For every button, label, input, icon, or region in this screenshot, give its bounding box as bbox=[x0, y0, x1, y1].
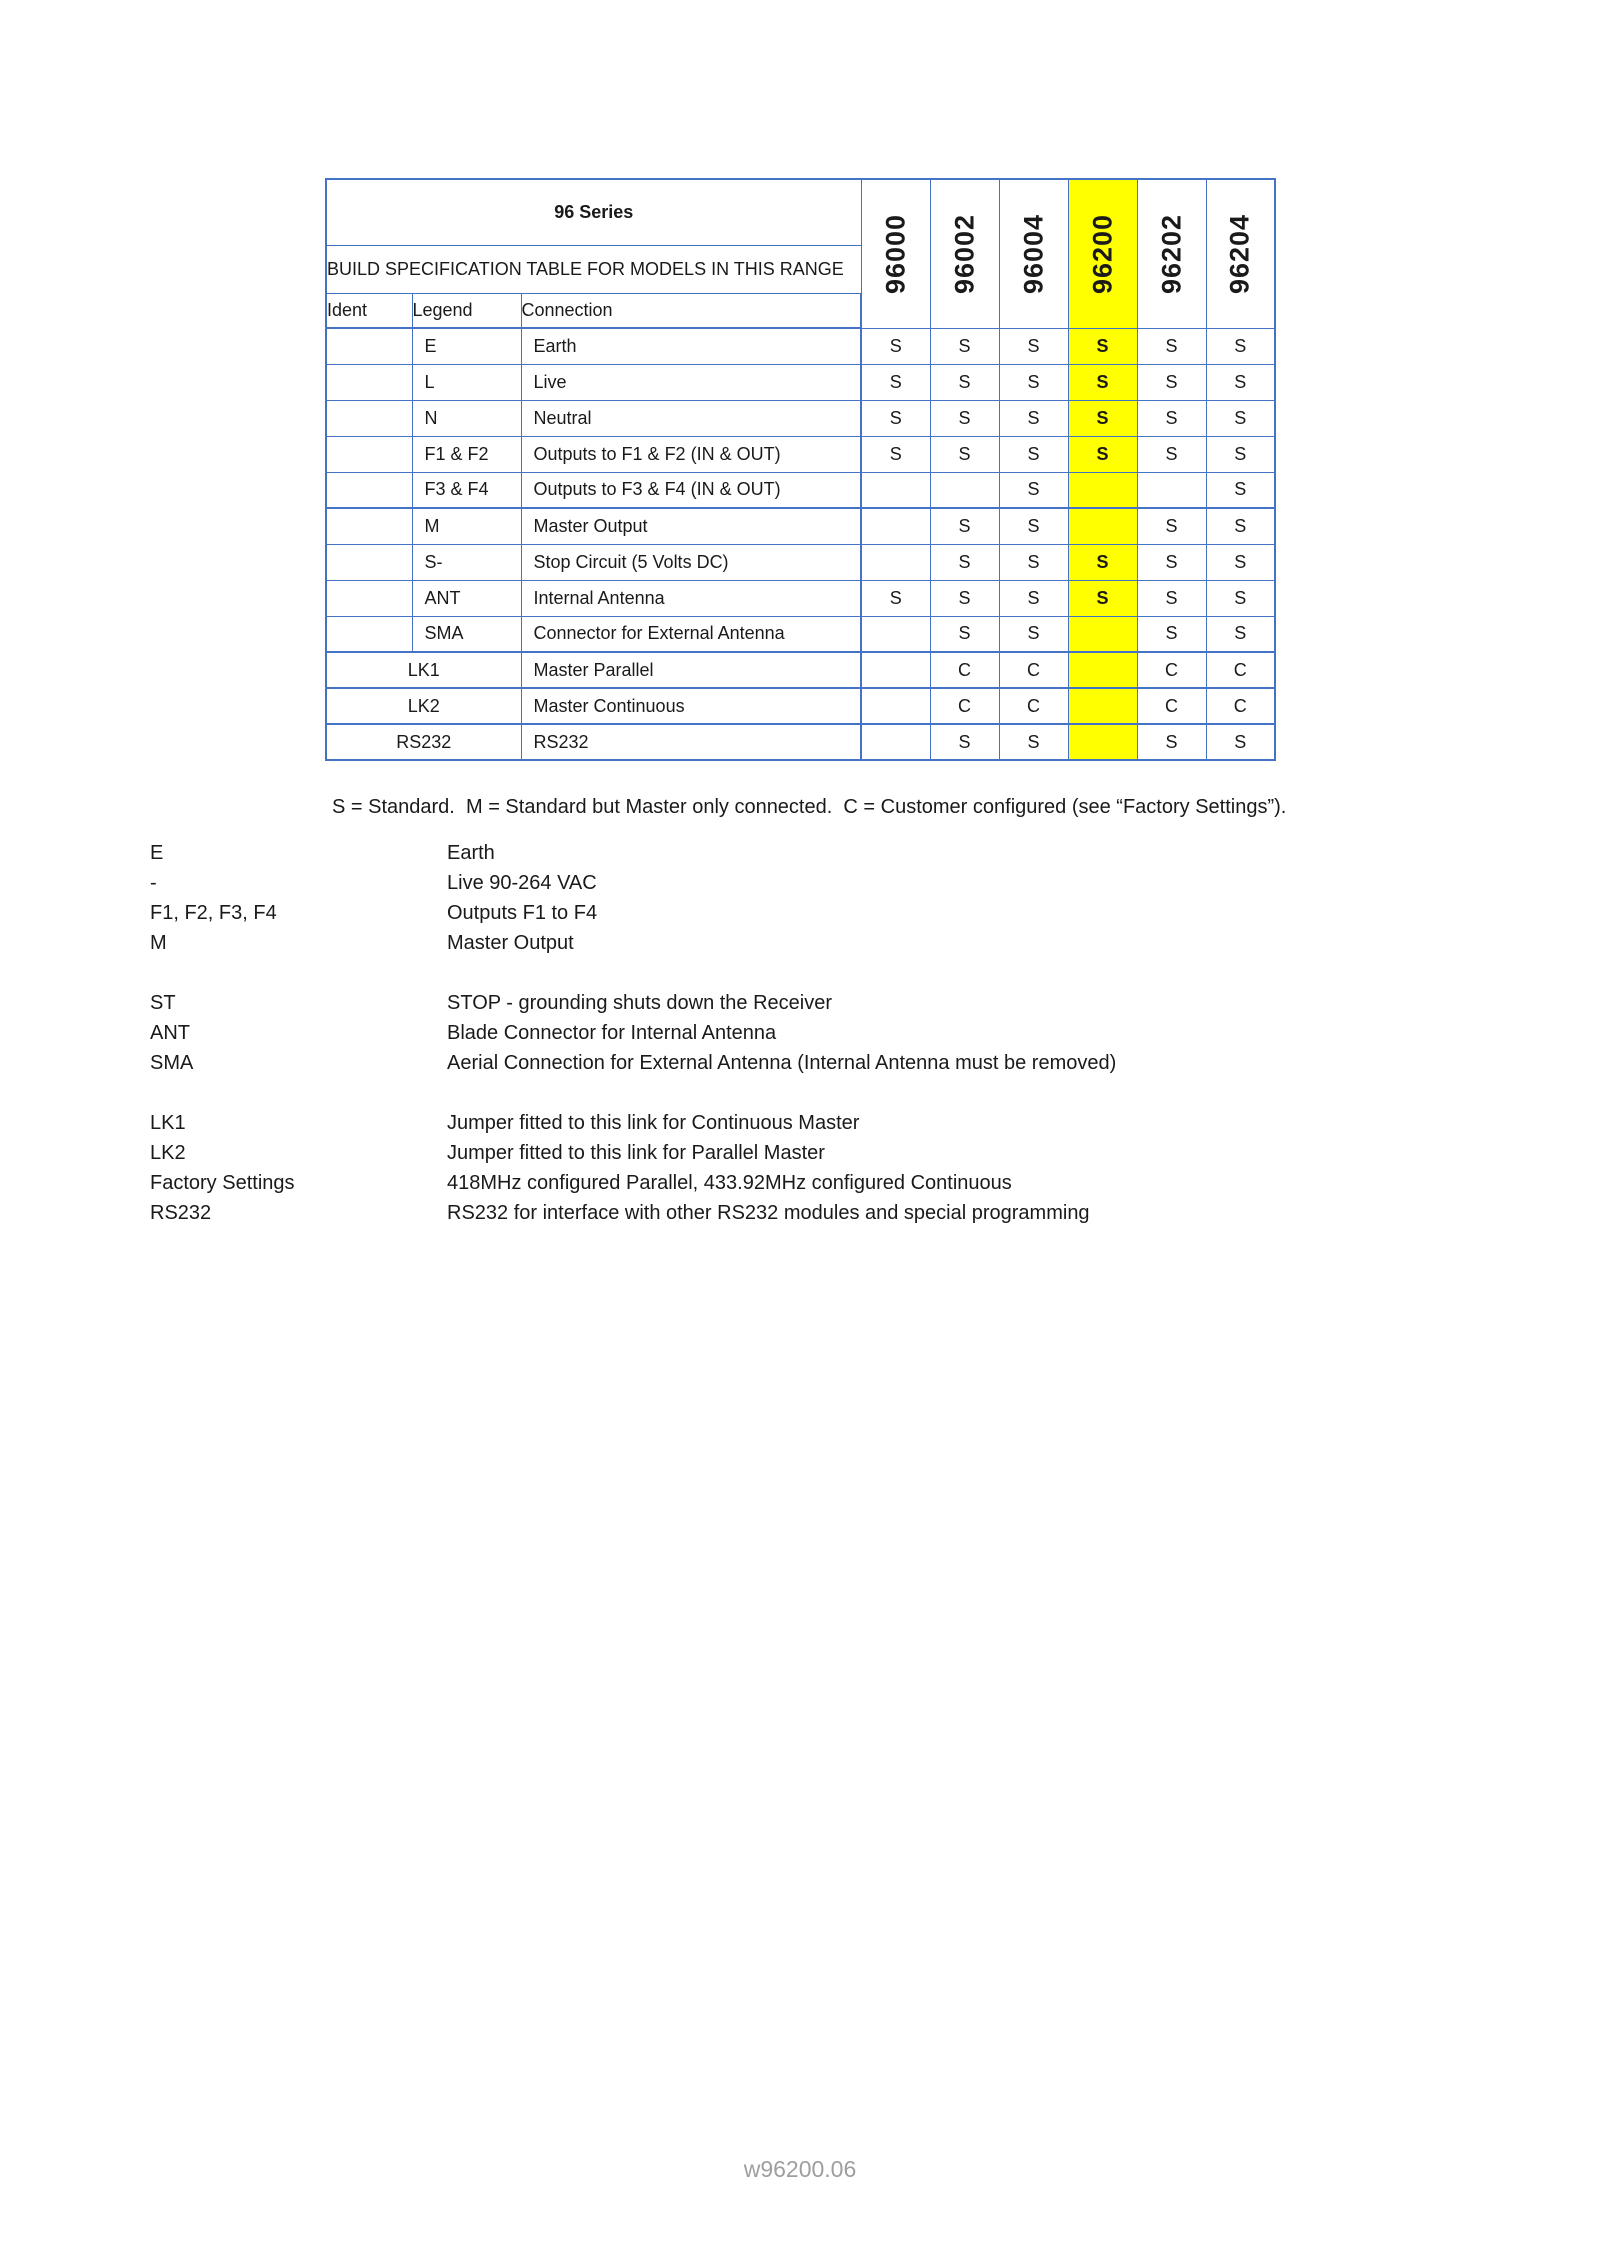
ident-legend-cell: LK1 bbox=[326, 652, 521, 688]
model-value-cell bbox=[930, 472, 999, 508]
definitions-list bbox=[150, 838, 1450, 1258]
definition-term: SMA bbox=[150, 1052, 194, 1074]
definition-description: Outputs F1 to F4 bbox=[447, 902, 598, 924]
legend-cell: F3 & F4 bbox=[412, 472, 521, 508]
definition-description: Jumper fitted to this link for Continuous Master bbox=[447, 1112, 860, 1134]
definition-row bbox=[150, 868, 1450, 898]
model-value-cell: S bbox=[930, 328, 999, 364]
model-value-cell: S bbox=[1206, 544, 1275, 580]
model-value-cell bbox=[861, 544, 930, 580]
model-value-cell: S bbox=[930, 364, 999, 400]
model-value-cell: C bbox=[1137, 652, 1206, 688]
model-value-cell: S bbox=[1137, 508, 1206, 544]
model-value-cell bbox=[1068, 508, 1137, 544]
definition-term: F1, F2, F3, F4 bbox=[150, 902, 277, 924]
model-header-96200 bbox=[1068, 179, 1137, 328]
legend-cell: F1 & F2 bbox=[412, 436, 521, 472]
model-number-label: 96000 bbox=[880, 213, 911, 294]
model-value-cell: S bbox=[1068, 328, 1137, 364]
definition-row bbox=[150, 1108, 1450, 1138]
legend-cell: ANT bbox=[412, 580, 521, 616]
model-value-cell: S bbox=[930, 616, 999, 652]
connection-cell: Stop Circuit (5 Volts DC) bbox=[521, 544, 861, 580]
model-value-cell bbox=[1137, 472, 1206, 508]
table-row bbox=[326, 580, 1275, 616]
model-number-label: 96004 bbox=[1018, 213, 1048, 294]
ident-cell bbox=[326, 616, 412, 652]
ident-cell bbox=[326, 364, 412, 400]
definition-description: Jumper fitted to this link for Parallel Master bbox=[447, 1142, 825, 1164]
ident-cell bbox=[326, 472, 412, 508]
model-value-cell: S bbox=[861, 400, 930, 436]
build-spec-table bbox=[325, 178, 1276, 761]
definition-row bbox=[150, 1168, 1450, 1198]
table-row bbox=[326, 436, 1275, 472]
table-row bbox=[326, 364, 1275, 400]
ident-cell bbox=[326, 436, 412, 472]
model-value-cell bbox=[1068, 472, 1137, 508]
model-value-cell: S bbox=[999, 544, 1068, 580]
table-row bbox=[326, 544, 1275, 580]
model-value-cell: S bbox=[999, 328, 1068, 364]
model-number-label: 96002 bbox=[949, 213, 979, 294]
connection-cell: Master Parallel bbox=[521, 652, 861, 688]
connection-cell: Internal Antenna bbox=[521, 580, 861, 616]
model-value-cell: S bbox=[930, 436, 999, 472]
model-value-cell bbox=[861, 616, 930, 652]
model-value-cell: S bbox=[861, 364, 930, 400]
model-number-label: 96204 bbox=[1224, 213, 1255, 294]
model-value-cell: S bbox=[1068, 544, 1137, 580]
model-value-cell bbox=[861, 724, 930, 760]
model-value-cell: C bbox=[1206, 652, 1275, 688]
ident-cell bbox=[326, 508, 412, 544]
connection-cell: Outputs to F3 & F4 (IN & OUT) bbox=[521, 472, 861, 508]
model-value-cell: S bbox=[1068, 400, 1137, 436]
model-value-cell: S bbox=[1137, 544, 1206, 580]
spec-table-body bbox=[326, 328, 1275, 760]
ident-cell bbox=[326, 400, 412, 436]
definition-term: - bbox=[150, 872, 157, 894]
definition-description: Master Output bbox=[447, 932, 574, 954]
table-subtitle: BUILD SPECIFICATION TABLE FOR MODELS IN THIS RANGE bbox=[326, 245, 861, 293]
connection-cell: RS232 bbox=[521, 724, 861, 760]
key-note: S = Standard. M = Standard but Master only connected. C = Customer configured (see “Factory Settings”). bbox=[332, 796, 1287, 818]
connection-cell: Connector for External Antenna bbox=[521, 616, 861, 652]
model-value-cell: S bbox=[1137, 616, 1206, 652]
model-value-cell: S bbox=[1068, 436, 1137, 472]
model-value-cell: S bbox=[1206, 400, 1275, 436]
model-value-cell: S bbox=[999, 616, 1068, 652]
table-row bbox=[326, 400, 1275, 436]
ident-legend-cell: RS232 bbox=[326, 724, 521, 760]
column-header-ident: Ident bbox=[326, 293, 412, 328]
definition-term: ANT bbox=[150, 1022, 190, 1044]
definition-description: Aerial Connection for External Antenna (Internal Antenna must be removed) bbox=[447, 1052, 1117, 1074]
table-title-row bbox=[326, 179, 1275, 245]
definition-description: RS232 for interface with other RS232 modules and special programming bbox=[447, 1202, 1090, 1224]
definition-row bbox=[150, 1198, 1450, 1228]
definition-row bbox=[150, 898, 1450, 928]
definition-term: ST bbox=[150, 992, 176, 1014]
definition-term: Factory Settings bbox=[150, 1172, 295, 1194]
ident-cell bbox=[326, 328, 412, 364]
definition-row bbox=[150, 1138, 1450, 1168]
definition-group bbox=[150, 988, 1450, 1078]
model-value-cell: S bbox=[1137, 724, 1206, 760]
model-value-cell: S bbox=[930, 508, 999, 544]
model-value-cell: S bbox=[1068, 364, 1137, 400]
model-header-96004 bbox=[999, 179, 1068, 328]
table-row bbox=[326, 472, 1275, 508]
model-value-cell: S bbox=[999, 436, 1068, 472]
model-value-cell: S bbox=[1137, 400, 1206, 436]
ident-cell bbox=[326, 544, 412, 580]
model-value-cell: S bbox=[999, 364, 1068, 400]
model-value-cell: S bbox=[1206, 472, 1275, 508]
model-value-cell bbox=[861, 688, 930, 724]
model-value-cell: S bbox=[930, 544, 999, 580]
connection-cell: Neutral bbox=[521, 400, 861, 436]
model-value-cell: S bbox=[1206, 328, 1275, 364]
definition-row bbox=[150, 838, 1450, 868]
model-value-cell: S bbox=[861, 580, 930, 616]
table-row bbox=[326, 688, 1275, 724]
model-value-cell: S bbox=[861, 436, 930, 472]
model-value-cell bbox=[1068, 616, 1137, 652]
definition-group bbox=[150, 1108, 1450, 1228]
connection-cell: Live bbox=[521, 364, 861, 400]
model-value-cell: S bbox=[1206, 364, 1275, 400]
definition-row bbox=[150, 1018, 1450, 1048]
connection-cell: Earth bbox=[521, 328, 861, 364]
model-value-cell bbox=[1068, 652, 1137, 688]
model-value-cell bbox=[861, 652, 930, 688]
definition-description: STOP - grounding shuts down the Receiver bbox=[447, 992, 833, 1014]
model-value-cell: C bbox=[999, 652, 1068, 688]
connection-cell: Master Continuous bbox=[521, 688, 861, 724]
definition-term: E bbox=[150, 842, 164, 864]
legend-cell: N bbox=[412, 400, 521, 436]
definition-description: Blade Connector for Internal Antenna bbox=[447, 1022, 777, 1044]
model-value-cell bbox=[1068, 724, 1137, 760]
definition-term: LK1 bbox=[150, 1112, 186, 1134]
table-row bbox=[326, 508, 1275, 544]
model-value-cell: S bbox=[1206, 508, 1275, 544]
model-value-cell: S bbox=[930, 400, 999, 436]
model-value-cell: S bbox=[999, 724, 1068, 760]
model-value-cell: S bbox=[1137, 364, 1206, 400]
model-number-label: 96200 bbox=[1087, 213, 1117, 294]
model-value-cell bbox=[861, 508, 930, 544]
model-number-label: 96202 bbox=[1156, 213, 1186, 294]
model-value-cell bbox=[1068, 688, 1137, 724]
definition-term: M bbox=[150, 932, 167, 954]
ident-legend-cell: LK2 bbox=[326, 688, 521, 724]
model-header-96002 bbox=[930, 179, 999, 328]
legend-cell: M bbox=[412, 508, 521, 544]
model-value-cell: C bbox=[1206, 688, 1275, 724]
definition-row bbox=[150, 1048, 1450, 1078]
connection-cell: Outputs to F1 & F2 (IN & OUT) bbox=[521, 436, 861, 472]
model-header-96202 bbox=[1137, 179, 1206, 328]
table-row bbox=[326, 616, 1275, 652]
model-value-cell bbox=[861, 472, 930, 508]
ident-cell bbox=[326, 580, 412, 616]
model-value-cell: S bbox=[1137, 436, 1206, 472]
model-value-cell: S bbox=[999, 508, 1068, 544]
legend-cell: S- bbox=[412, 544, 521, 580]
definition-description: 418MHz configured Parallel, 433.92MHz configured Continuous bbox=[447, 1172, 1012, 1194]
model-value-cell: S bbox=[1206, 436, 1275, 472]
column-header-legend: Legend bbox=[412, 293, 521, 328]
legend-cell: SMA bbox=[412, 616, 521, 652]
connection-cell: Master Output bbox=[521, 508, 861, 544]
document-reference: w96200.06 bbox=[743, 2156, 857, 2182]
model-value-cell: C bbox=[999, 688, 1068, 724]
model-value-cell: S bbox=[930, 580, 999, 616]
model-value-cell: S bbox=[999, 472, 1068, 508]
model-value-cell: S bbox=[1068, 580, 1137, 616]
definition-description: Live 90-264 VAC bbox=[447, 872, 597, 894]
model-value-cell: S bbox=[1206, 724, 1275, 760]
model-value-cell: S bbox=[861, 328, 930, 364]
model-value-cell: C bbox=[930, 688, 999, 724]
model-value-cell: S bbox=[999, 400, 1068, 436]
legend-cell: E bbox=[412, 328, 521, 364]
model-header-96204 bbox=[1206, 179, 1275, 328]
definition-row bbox=[150, 988, 1450, 1018]
model-value-cell: C bbox=[1137, 688, 1206, 724]
table-row bbox=[326, 328, 1275, 364]
model-value-cell: S bbox=[930, 724, 999, 760]
definition-description: Earth bbox=[447, 842, 495, 864]
definition-term: LK2 bbox=[150, 1142, 186, 1164]
definition-group bbox=[150, 838, 1450, 958]
model-header-96000 bbox=[861, 179, 930, 328]
table-row bbox=[326, 724, 1275, 760]
table-row bbox=[326, 652, 1275, 688]
model-value-cell: S bbox=[1206, 616, 1275, 652]
table-title: 96 Series bbox=[326, 179, 861, 245]
model-value-cell: S bbox=[1137, 580, 1206, 616]
model-value-cell: S bbox=[1137, 328, 1206, 364]
model-value-cell: C bbox=[930, 652, 999, 688]
column-header-connection: Connection bbox=[521, 293, 861, 328]
model-value-cell: S bbox=[1206, 580, 1275, 616]
definition-row bbox=[150, 928, 1450, 958]
legend-cell: L bbox=[412, 364, 521, 400]
definition-term: RS232 bbox=[150, 1202, 212, 1224]
model-value-cell: S bbox=[999, 580, 1068, 616]
